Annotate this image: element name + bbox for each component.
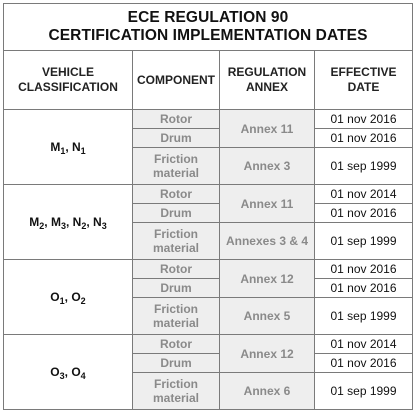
- vehicle-classification-cell: [4, 260, 133, 335]
- header-component: COMPONENT: [133, 51, 220, 110]
- component-cell: [133, 373, 220, 410]
- component-label: Drum: [160, 356, 192, 370]
- effective-date-cell: 01 nov 2016: [315, 279, 413, 298]
- header-effective-date-line-1: EFFECTIVE: [330, 65, 397, 79]
- component-label: Drum: [160, 206, 192, 220]
- component-label: material: [152, 391, 200, 405]
- effective-date-cell: 01 nov 2016: [315, 129, 413, 148]
- effective-date-cell: 01 nov 2016: [315, 260, 413, 279]
- effective-date-cell: 01 nov 2016: [315, 204, 413, 223]
- class-separator: ,: [65, 140, 72, 154]
- component-cell: [133, 148, 220, 185]
- regulation-annex-cell: Annexes 3 & 4: [220, 223, 315, 260]
- effective-date-cell: 01 sep 1999: [315, 148, 413, 185]
- header-regulation-annex-line-1: REGULATION: [227, 65, 307, 79]
- component-cell: [133, 260, 220, 279]
- effective-date-cell: 01 sep 1999: [315, 223, 413, 260]
- class-subscript: 2: [81, 221, 87, 231]
- vehicle-classification-cell: [4, 110, 133, 185]
- regulation-annex-cell: Annex 12: [220, 260, 315, 298]
- class-letter: N: [72, 215, 82, 229]
- component-cell: [133, 298, 220, 335]
- class-separator: ,: [65, 215, 73, 229]
- table-row: [4, 335, 413, 354]
- class-subscript: 2: [39, 221, 45, 231]
- component-label: Rotor: [160, 112, 192, 126]
- table-row: [4, 260, 413, 279]
- class-letter: N: [72, 140, 81, 154]
- component-label: material: [152, 166, 200, 180]
- component-cell: [133, 279, 220, 298]
- component-cell: [133, 129, 220, 148]
- header-regulation-annex-line-2: ANNEX: [245, 80, 288, 94]
- class-letter: O: [71, 365, 81, 379]
- header-regulation-annex: [220, 51, 315, 110]
- class-letter: M: [29, 215, 40, 229]
- table-row: [4, 185, 413, 204]
- vehicle-classification-cell: [4, 185, 133, 260]
- class-subscript: 1: [59, 296, 65, 306]
- regulation-annex-cell: Annex 11: [220, 110, 315, 148]
- component-label: Rotor: [160, 262, 192, 276]
- regulation-annex-cell: Annex 3: [220, 148, 315, 185]
- class-letter: M: [50, 140, 61, 154]
- component-label: Friction: [154, 152, 198, 166]
- header-vehicle-classification-line-1: VEHICLE: [41, 65, 94, 79]
- class-subscript: 3: [59, 371, 65, 381]
- component-cell: [133, 223, 220, 260]
- effective-date-cell: 01 sep 1999: [315, 298, 413, 335]
- header-effective-date-line-2: DATE: [347, 80, 380, 94]
- component-cell: [133, 204, 220, 223]
- class-letter: M: [50, 215, 61, 229]
- class-letter: N: [93, 215, 102, 229]
- component-label: Friction: [154, 377, 198, 391]
- class-separator: ,: [86, 215, 94, 229]
- vehicle-classification-cell: [4, 335, 133, 410]
- table-title-line-2: CERTIFICATION IMPLEMENTATION DATES: [48, 27, 368, 44]
- component-label: Rotor: [160, 337, 192, 351]
- component-label: Drum: [160, 131, 192, 145]
- class-subscript: 1: [80, 146, 86, 156]
- component-cell: [133, 185, 220, 204]
- component-label: material: [152, 241, 200, 255]
- effective-date-cell: 01 nov 2016: [315, 110, 413, 129]
- header-effective-date: [315, 51, 413, 110]
- regulation-annex-cell: Annex 6: [220, 373, 315, 410]
- class-letter: O: [50, 290, 60, 304]
- class-separator: ,: [64, 365, 72, 379]
- class-letter: O: [71, 290, 81, 304]
- effective-date-cell: 01 nov 2014: [315, 335, 413, 354]
- component-cell: [133, 335, 220, 354]
- regulation-annex-cell: Annex 11: [220, 185, 315, 223]
- class-letter: O: [50, 365, 60, 379]
- component-label: Friction: [154, 227, 198, 241]
- table-row: [4, 110, 413, 129]
- effective-date-cell: 01 sep 1999: [315, 373, 413, 410]
- effective-date-cell: 01 nov 2014: [315, 185, 413, 204]
- class-separator: ,: [44, 215, 51, 229]
- regulation-annex-cell: Annex 12: [220, 335, 315, 373]
- component-label: Rotor: [160, 187, 192, 201]
- component-label: Drum: [160, 281, 192, 295]
- class-subscript: 3: [101, 221, 107, 231]
- class-subscript: 2: [80, 296, 86, 306]
- component-label: material: [152, 316, 200, 330]
- regulation-annex-cell: Annex 5: [220, 298, 315, 335]
- table-title: [4, 4, 413, 51]
- table-title-line-1: ECE REGULATION 90: [127, 9, 289, 26]
- header-vehicle-classification-line-2: CLASSIFICATION: [18, 80, 118, 94]
- component-cell: [133, 354, 220, 373]
- class-subscript: 4: [80, 371, 86, 381]
- certification-table: [3, 3, 413, 410]
- component-label: Friction: [154, 302, 198, 316]
- class-subscript: 1: [60, 146, 66, 156]
- component-cell: [133, 110, 220, 129]
- class-separator: ,: [64, 290, 72, 304]
- effective-date-cell: 01 nov 2016: [315, 354, 413, 373]
- class-subscript: 3: [60, 221, 66, 231]
- header-vehicle-classification: [4, 51, 133, 110]
